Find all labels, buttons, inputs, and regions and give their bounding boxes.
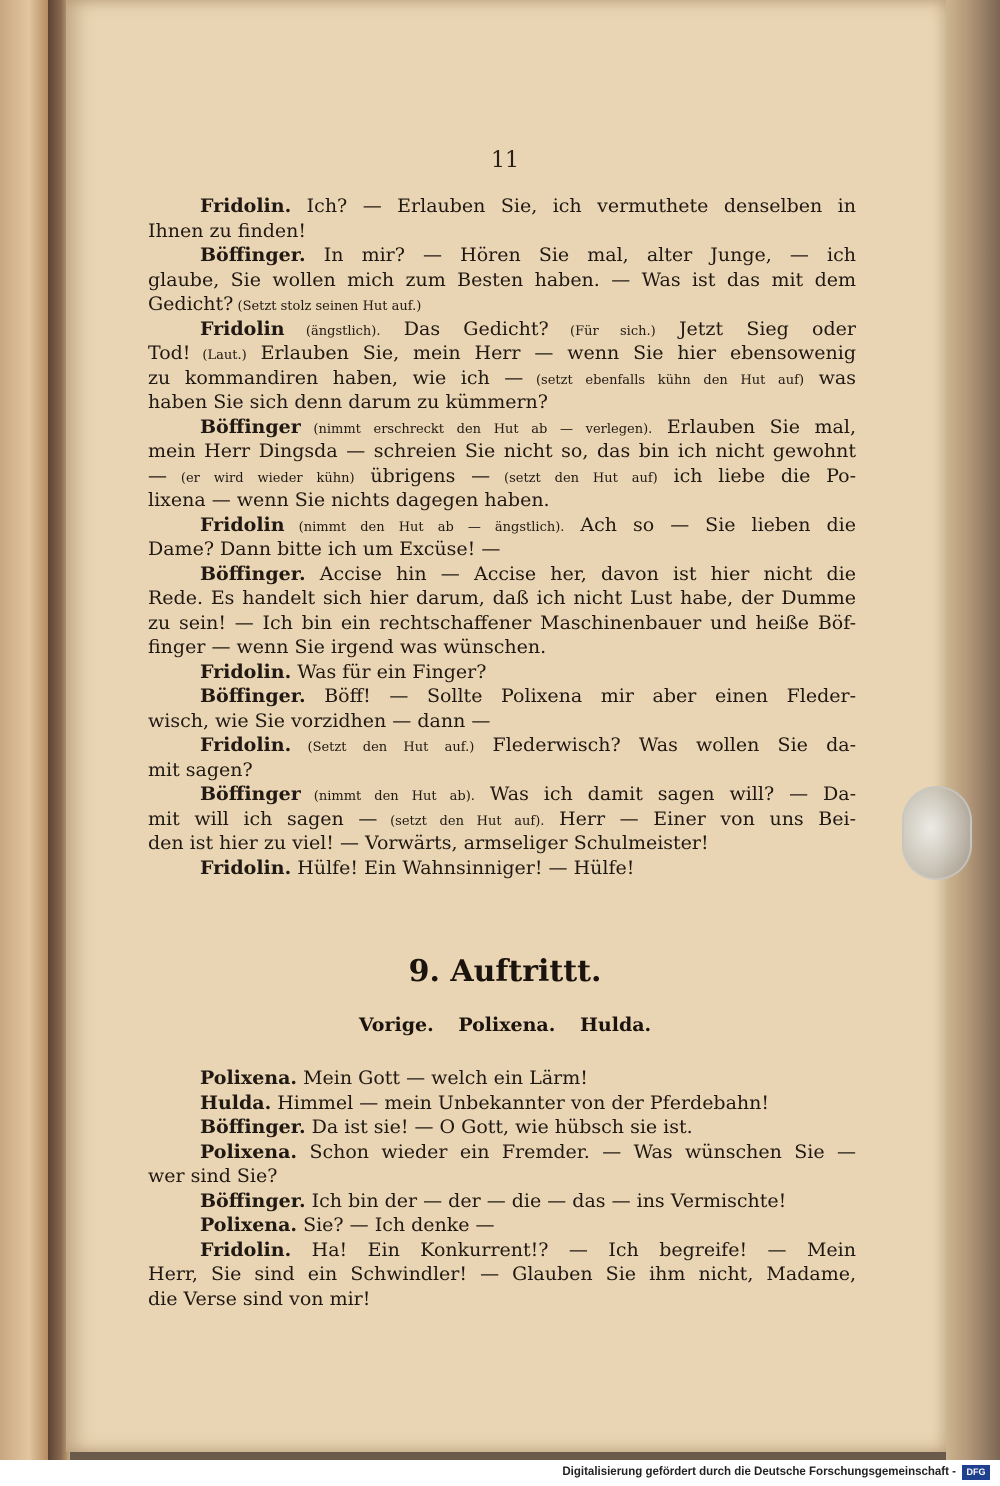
dialogue-block-top [148, 194, 856, 880]
dialogue-text: mit sagen? [148, 758, 253, 781]
text-line [148, 415, 856, 440]
text-line [148, 758, 856, 783]
dialogue-text: Schon wieder ein Fremder. — Was wünschen Sie — [297, 1140, 856, 1163]
dialogue-text: Da ist sie! — O Gott, wie hübsch sie ist. [305, 1116, 693, 1138]
text-line [148, 513, 856, 538]
speaker-name: Fridolin. [200, 195, 292, 217]
speaker-name: Fridolin. [200, 856, 292, 879]
dialogue-text: In mir? — Hören Sie mal, alter Junge, — ich [305, 244, 856, 266]
dialogue-text: Tod! [148, 342, 191, 364]
speaker-name: Fridolin [200, 317, 285, 340]
speaker-name: Fridolin. [200, 1238, 292, 1261]
dialogue-text: Ich? — Erlauben Sie, ich vermuthete denselben in [291, 195, 856, 217]
speaker-name: Böffinger. [200, 1189, 306, 1212]
text-line [148, 1164, 856, 1189]
dialogue-text: zu kommandiren haben, wie ich — [148, 366, 524, 389]
text-line [148, 782, 856, 807]
text-line [148, 1066, 856, 1091]
speaker-name: Polixena. [200, 1067, 298, 1089]
dialogue-text: — [148, 464, 167, 487]
speaker-name: Böffinger. [200, 562, 306, 585]
dfg-logo: DFG [962, 1465, 990, 1480]
dialogue-text: ich liebe die Po- [657, 464, 856, 487]
text-line [148, 856, 856, 881]
text-line [148, 611, 856, 636]
speaker-name: Fridolin [200, 513, 285, 536]
speaker-name: Böffinger [200, 415, 301, 438]
speaker-name: Polixena. [200, 1140, 298, 1163]
dialogue-text: wisch, wie Sie vorzidhen — dann — [148, 709, 491, 732]
dialogue-text: Erlauben Sie mal, [652, 415, 856, 438]
text-line [148, 709, 856, 734]
speaker-name: Polixena. [200, 1214, 298, 1236]
text-line [148, 586, 856, 611]
dialogue-text: Ha! Ein Konkurrent!? — Ich begreife! — Mein [291, 1238, 856, 1261]
text-line [148, 194, 856, 219]
dialogue-text: zu sein! — Ich bin ein rechtschaffener Maschinenbauer und heiße Böf- [148, 611, 856, 634]
dialogue-text: wer sind Sie? [148, 1165, 278, 1187]
text-line [148, 341, 856, 366]
text-line [148, 464, 856, 489]
dialogue-text: Was für ein Finger? [291, 660, 487, 683]
right-page-edge [946, 0, 1000, 1460]
dialogue-text: Jetzt Sieg oder [655, 317, 856, 340]
stage-direction: (setzt den Hut auf) [490, 470, 658, 486]
text-line [148, 1091, 856, 1116]
dialogue-text: Ihnen zu finden! [148, 219, 306, 242]
speaker-name: Böffinger. [200, 685, 306, 707]
text-line [148, 1213, 856, 1238]
stage-direction: (Für sich.) [548, 323, 656, 339]
dialogue-text: Das Gedicht? [380, 317, 549, 340]
text-line [148, 562, 856, 587]
dialogue-text: mit will ich sagen — [148, 807, 378, 830]
left-page-edge [0, 0, 48, 1460]
text-line [148, 1287, 856, 1312]
dialogue-text: Himmel — mein Unbekannter von der Pferdebahn! [271, 1091, 770, 1114]
stage-direction: (Laut.) [190, 348, 247, 363]
speaker-name: Fridolin. [200, 734, 292, 756]
dialogue-text: glaube, Sie wollen mich zum Besten haben. — Was ist das mit dem [148, 268, 856, 291]
dialogue-text: Accise hin — Accise her, davon ist hier nicht die [305, 562, 856, 585]
dialogue-text: mein Herr Dingsda — schreien Sie nicht so, das bin ich nicht gewohnt [148, 440, 856, 462]
dialogue-text: haben Sie sich denn darum zu kümmern? [148, 391, 548, 413]
stage-direction: (nimmt den Hut ab). [300, 789, 475, 804]
stage-direction: (nimmt den Hut ab — ängstlich). [284, 519, 565, 535]
text-line [148, 1238, 856, 1263]
text-line [148, 366, 856, 391]
dialogue-text: Sie? — Ich denke — [297, 1214, 495, 1236]
speaker-name: Böffinger. [200, 244, 306, 266]
scene-heading: 9. Auftrittt. [408, 954, 602, 989]
dialogue-text: Was wollen Sie da- [620, 734, 856, 756]
text-line [148, 1262, 856, 1287]
stage-direction: (setzt den Hut auf). [377, 813, 545, 829]
text-line [148, 243, 856, 268]
footer-bar [0, 1460, 1000, 1486]
text-line [148, 807, 856, 832]
dialogue-text: Mein Gott — welch ein Lärm! [297, 1067, 588, 1089]
text-line [148, 1115, 856, 1140]
dialogue-text: was [804, 366, 856, 389]
text-line [148, 831, 856, 856]
dialogue-text: Hülfe! Ein Wahnsinniger! — Hülfe! [291, 856, 635, 879]
dialogue-text: übrigens — [354, 464, 491, 487]
stage-direction: (nimmt erschreckt den Hut ab — verlegen). [300, 421, 653, 437]
text-line [148, 390, 856, 415]
text-line [148, 292, 856, 317]
dialogue-text: Ich bin der — der — die — das — ins Vermischte! [305, 1189, 787, 1212]
footer-credit: Digitalisierung gefördert durch die Deutsche Forschungsgemeinschaft - [562, 1466, 956, 1478]
dialogue-text: den ist hier zu viel! — Vorwärts, armseliger Schulmeister! [148, 832, 709, 854]
speaker-name: Fridolin. [200, 660, 292, 683]
dialogue-text: Rede. Es handelt sich hier darum, daß ich nicht Lust habe, der Dumme [148, 587, 856, 609]
page-number: 11 [491, 148, 519, 173]
stage-direction: (er wird wieder kühn) [167, 470, 355, 486]
text-line [148, 733, 856, 758]
dialogue-text: Flederwisch? [474, 734, 621, 756]
dialogue-text: finger — wenn Sie irgend was wünschen. [148, 636, 547, 658]
dialogue-text: Dame? Dann bitte ich um Excüse! — [148, 538, 501, 560]
text-line [148, 537, 856, 562]
dialogue-text: Was ich damit sagen will? — Da- [474, 783, 856, 805]
speaker-name: Böffinger. [200, 1116, 306, 1138]
dialogue-text: die Verse sind von mir! [148, 1287, 371, 1310]
text-line [148, 488, 856, 513]
text-line [148, 439, 856, 464]
speaker-name: Hulda. [200, 1091, 272, 1114]
dialogue-text: Böff! — Sollte Polixena mir aber einen Fleder- [305, 685, 856, 707]
dialogue-text: Ach so — Sie lieben die [564, 513, 856, 536]
dialogue-block-bottom [148, 1066, 856, 1311]
text-line [148, 684, 856, 709]
text-line [148, 219, 856, 244]
glass-page-weight [902, 786, 972, 880]
dialogue-text: Herr, Sie sind ein Schwindler! — Glauben Sie ihm nicht, Madame, [148, 1263, 856, 1285]
speaker-name: Böffinger [200, 783, 301, 805]
dialogue-text: Erlauben Sie, mein Herr — wenn Sie hier ebensowenig [246, 342, 856, 364]
text-line [148, 268, 856, 293]
stage-direction: (ängstlich). [284, 323, 381, 339]
stage-direction: (Setzt den Hut auf.) [291, 740, 475, 755]
dialogue-text: Herr — Einer von uns Bei- [544, 807, 856, 830]
text-line [148, 317, 856, 342]
stage-direction: (setzt ebenfalls kühn den Hut auf) [523, 372, 805, 388]
text-line [148, 1189, 856, 1214]
dialogue-text: lixena — wenn Sie nichts dagegen haben. [148, 489, 550, 511]
text-line [148, 635, 856, 660]
cast-list: Vorige. Polixena. Hulda. [358, 1014, 652, 1036]
dialogue-text: Gedicht? [148, 293, 234, 315]
text-line [148, 660, 856, 685]
text-line [148, 1140, 856, 1165]
stage-direction: (Setzt stolz seinen Hut auf.) [233, 299, 422, 314]
